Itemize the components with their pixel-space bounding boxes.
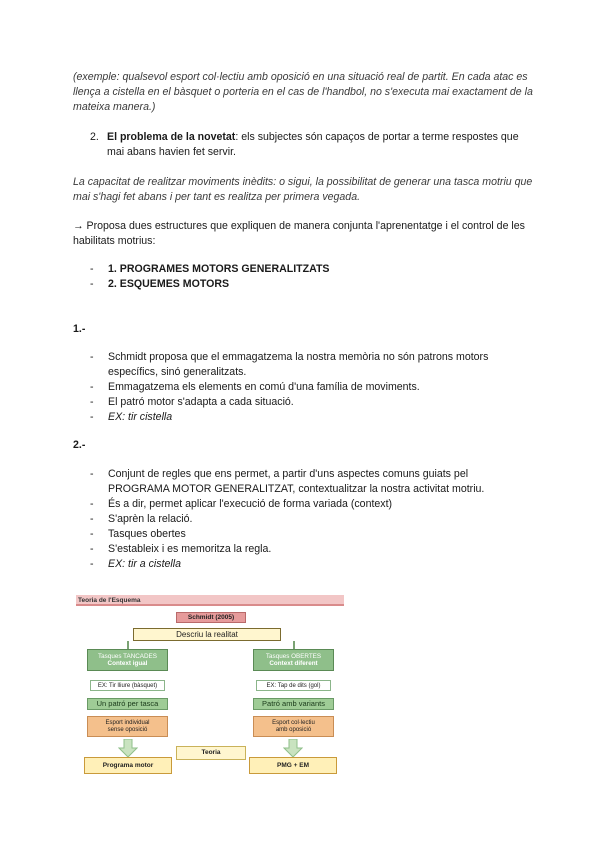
list-item: - 2. ESQUEMES MOTORS bbox=[90, 278, 230, 290]
theory-box: Teoria bbox=[176, 746, 246, 760]
motor-program-box: Programa motor bbox=[84, 757, 172, 774]
list-item-text: Tasques obertes bbox=[108, 528, 186, 540]
list-item: - EX: tir cistella bbox=[90, 411, 173, 423]
list-item: - 1. PROGRAMES MOTORS GENERALITZATS bbox=[90, 263, 330, 275]
open-tasks-label: Tasques OBERTES bbox=[265, 652, 322, 660]
collective-sport-line2: amb oposició bbox=[275, 726, 312, 733]
closed-context-label: Context igual bbox=[107, 660, 148, 667]
list-item: - El patró motor s'adapta a cada situació. bbox=[90, 396, 294, 408]
variant-pattern-box: Patró amb variants bbox=[253, 698, 334, 710]
list-item: - S'estableix i es memoritza la regla. bbox=[90, 543, 272, 555]
individual-sport-line1: Esport individual bbox=[105, 719, 150, 726]
closed-tasks-label: Tasques TANCADES bbox=[98, 652, 157, 660]
point-text bbox=[107, 130, 530, 160]
open-example-box: EX: Tap de dits (gol) bbox=[256, 680, 331, 691]
structures-list bbox=[90, 262, 530, 292]
diagram-descriu: Descriu la realitat bbox=[133, 628, 281, 641]
numbered-point-2 bbox=[90, 130, 530, 160]
individual-sport-box bbox=[87, 716, 168, 737]
single-pattern-box: Un patró per tasca bbox=[87, 698, 168, 710]
intro-example: (exemple: qualsevol esport col·lectiu amb oposició en una situació real de partit. En cada atac es llença a cistella en el bàsquet o porteria en el cas de l'handbol, no s'executa mai exactament de la mateixa manera.) bbox=[73, 71, 533, 113]
schema-theory-diagram bbox=[76, 595, 344, 785]
list-item: - EX: tir a cistella bbox=[90, 558, 182, 570]
individual-sport-line2: sense oposició bbox=[107, 726, 148, 733]
section-2-list bbox=[90, 467, 530, 572]
list-item: - Emmagatzema els elements en comú d'una família de moviments. bbox=[90, 381, 420, 393]
collective-sport-box bbox=[253, 716, 334, 737]
list-item-text: Conjunt de regles que ens permet, a partir d'uns aspectes comuns guiats pel PROGRAMA MOTOR GENERALITZAT, contextualitzar la nostra activitat motriu. bbox=[108, 468, 485, 495]
list-item: - Tasques obertes bbox=[90, 528, 186, 540]
closed-example-box: EX: Tir lliure (bàsquet) bbox=[90, 680, 165, 691]
list-item: - S'aprèn la relació. bbox=[90, 513, 193, 525]
capacitat-paragraph: La capacitat de realitzar moviments inèdits: o sigui, la possibilitat de generar una tasca motriu que mai s'hagi fet abans i per tant es realitza per primera vegada. bbox=[73, 176, 533, 203]
open-tasks-box bbox=[253, 649, 334, 671]
list-item-text: És a dir, permet aplicar l'execució de forma variada (context) bbox=[108, 498, 393, 510]
list-item-text: Emmagatzema els elements en comú d'una família de moviments. bbox=[108, 381, 420, 393]
list-item-text: Schmidt proposa que el emmagatzema la nostra memòria no són patrons motors específics, sinó generalitzats. bbox=[108, 351, 489, 378]
structure-label: 1. PROGRAMES MOTORS GENERALITZATS bbox=[108, 263, 330, 275]
down-arrow-icon bbox=[283, 739, 303, 757]
point-bold-title: El problema de la novetat bbox=[107, 131, 236, 143]
section-2-heading: 2.- bbox=[73, 439, 86, 451]
list-item-text: S'aprèn la relació. bbox=[108, 513, 193, 525]
point-number: 2. bbox=[90, 131, 99, 143]
diagram-title: Teoria de l'Esquema bbox=[76, 595, 344, 606]
list-item-text: EX: tir a cistella bbox=[108, 558, 182, 570]
list-item: - És a dir, permet aplicar l'execució de forma variada (context) bbox=[90, 498, 393, 510]
connector-line bbox=[127, 641, 129, 649]
section-1-heading: 1.- bbox=[73, 323, 86, 335]
diagram-author: Schmidt (2005) bbox=[176, 612, 246, 623]
collective-sport-line1: Esport col·lectiu bbox=[272, 719, 315, 726]
list-item-text: EX: tir cistella bbox=[108, 411, 173, 423]
section-1-list bbox=[90, 350, 530, 425]
down-arrow-icon bbox=[118, 739, 138, 757]
connector-line bbox=[293, 641, 295, 649]
list-item-text: S'estableix i es memoritza la regla. bbox=[108, 543, 272, 555]
list-item: - Schmidt proposa que el emmagatzema la nostra memòria no són patrons motors específics, sinó generalitzats. bbox=[90, 351, 489, 378]
structure-label: 2. ESQUEMES MOTORS bbox=[108, 278, 230, 290]
pmg-em-box: PMG + EM bbox=[249, 757, 337, 774]
list-item-text: El patró motor s'adapta a cada situació. bbox=[108, 396, 294, 408]
point-rest: : els subjectes són capaços de portar a terme respostes que mai abans havien fet servir. bbox=[107, 131, 519, 158]
proposa-paragraph: → Proposa dues estructures que expliquen de manera conjunta l'aprenentatge i el control de les habilitats motrius: bbox=[73, 220, 525, 247]
open-context-label: Context diferent bbox=[269, 660, 318, 667]
closed-tasks-box bbox=[87, 649, 168, 671]
list-item: - Conjunt de regles que ens permet, a partir d'uns aspectes comuns guiats pel PROGRAMA MOTOR GENERALITZAT, contextualitzar la nostra activitat motriu. bbox=[90, 468, 485, 495]
